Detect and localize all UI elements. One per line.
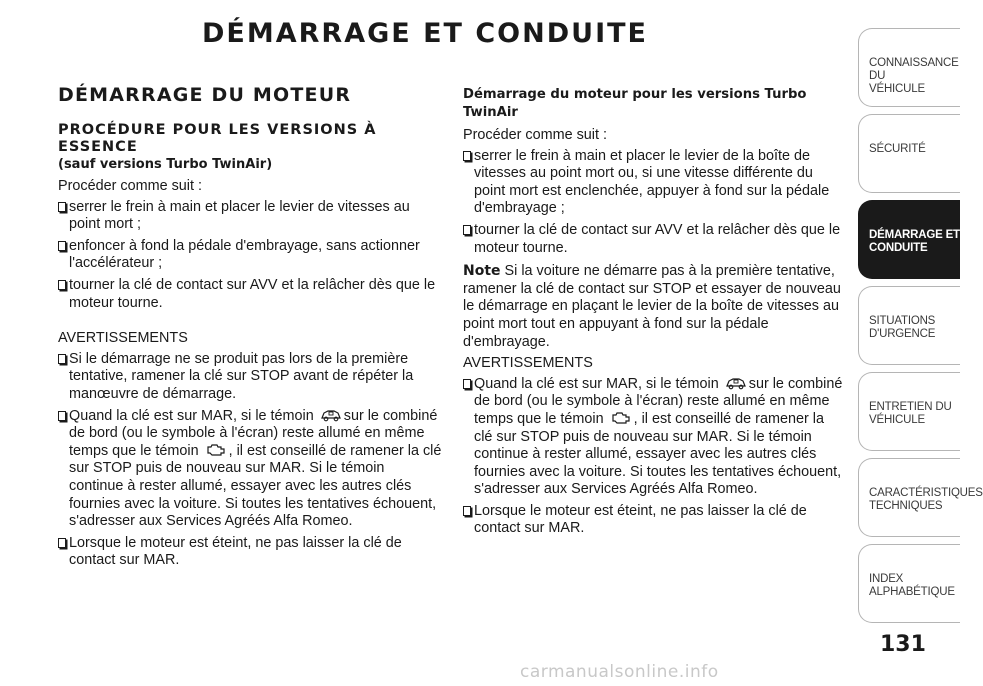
tab-securite[interactable]: SÉCURITÉ [858, 114, 960, 193]
checkbox-bullet-icon [58, 538, 66, 548]
warnings-list [463, 376, 843, 538]
list-item: enfoncer à fond la pédale d'embrayage, sans actionner l'accélérateur ; [58, 238, 442, 273]
note-paragraph: Note Si la voiture ne démarre pas à la première tentative, ramener la clé de contact sur STOP et essayer de nouveau le démarrage en plaçant le levier de la boîte de vitesses au point mort tout en appuyant à fond sur la pédale d'embrayage. [463, 263, 841, 350]
tab-index-alphabetique[interactable]: INDEX ALPHABÉTIQUE [858, 544, 960, 623]
car-lock-warning-icon [320, 408, 342, 422]
right-column [463, 86, 843, 542]
intro-text: Procéder comme suit : [463, 127, 607, 143]
steps-list [58, 199, 442, 313]
checkbox-bullet-icon [58, 354, 66, 364]
list-item: Lorsque le moteur est éteint, ne pas laisser la clé de contact sur MAR. [463, 503, 843, 538]
checkbox-bullet-icon [58, 280, 66, 290]
list-item: Quand la clé est sur MAR, si le témoin sur le combiné de bord (ou le symbole à l'écran) reste allumé en même temps que le témoin , il est conseillé de ramener la clé sur STOP puis de nouveau sur MAR. Si le témoin continue à rester allumé, essayer avec les autres clés fournies avec la voiture. Si toutes les tentatives échouent, s'adresser aux Services Agréés Alfa Romeo. [58, 408, 442, 531]
intro-text: Procéder comme suit : [58, 178, 202, 194]
checkbox-bullet-icon [463, 225, 471, 235]
engine-check-icon [610, 411, 632, 425]
warnings-list [58, 351, 442, 570]
watermark: carmanualsonline.info [520, 662, 719, 682]
list-item: Si le démarrage ne se produit pas lors de la première tentative, ramener la clé sur STOP avant de répéter la manœuvre de démarrage. [58, 351, 442, 404]
steps-list [463, 148, 843, 258]
checkbox-bullet-icon [58, 411, 66, 421]
list-item: tourner la clé de contact sur AVV et la relâcher dès que le moteur tourne. [58, 277, 442, 312]
list-item: serrer le frein à main et placer le levier de la boîte de vitesses au point mort ou, si une vitesse différente du point mort est enclenchée, appuyer à fond sur la pédale d'embrayage ; [463, 148, 843, 218]
checkbox-bullet-icon [463, 506, 471, 516]
list-item: serrer le frein à main et placer le levier de vitesses au point mort ; [58, 199, 442, 234]
list-item: tourner la clé de contact sur AVV et la relâcher dès que le moteur tourne. [463, 222, 843, 257]
car-lock-warning-icon [725, 376, 747, 390]
section-title: DÉMARRAGE DU MOTEUR [58, 84, 352, 106]
checkbox-bullet-icon [463, 379, 471, 389]
left-column [58, 82, 442, 574]
checkbox-bullet-icon [58, 241, 66, 251]
tab-caracteristiques-techniques[interactable]: CARACTÉRISTIQUES TECHNIQUES [858, 458, 960, 537]
tab-demarrage-et-conduite[interactable]: DÉMARRAGE ET CONDUITE [858, 200, 960, 279]
procedure-heading: PROCÉDURE POUR LES VERSIONS À ESSENCE [58, 122, 377, 155]
page-title: DÉMARRAGE ET CONDUITE [202, 18, 648, 49]
warnings-title: AVERTISSEMENTS [463, 355, 593, 372]
procedure-heading-note: (sauf versions Turbo TwinAir) [58, 157, 273, 172]
list-item: Quand la clé est sur MAR, si le témoin sur le combiné de bord (ou le symbole à l'écran) reste allumé en même temps que le témoin , il est conseillé de ramener la clé sur STOP puis de nouveau sur MAR. Si le témoin continue à rester allumé, essayer avec les autres clés fournies avec la voiture. Si toutes les tentatives échouent, s'adresser aux Services Agréés Alfa Romeo. [463, 376, 843, 499]
page-number: 131 [880, 632, 926, 657]
checkbox-bullet-icon [58, 202, 66, 212]
tab-connaissance-du-vehicule[interactable]: CONNAISSANCE DU VÉHICULE [858, 28, 960, 107]
checkbox-bullet-icon [463, 151, 471, 161]
note-label: Note [463, 263, 501, 280]
list-item: Lorsque le moteur est éteint, ne pas laisser la clé de contact sur MAR. [58, 535, 442, 570]
tab-entretien-du-vehicule[interactable]: ENTRETIEN DU VÉHICULE [858, 372, 960, 451]
twinair-heading: Démarrage du moteur pour les versions Turbo TwinAir [463, 87, 807, 120]
tab-situations-durgence[interactable]: SITUATIONS D'URGENCE [858, 286, 960, 365]
chapter-tabs [858, 28, 983, 630]
engine-check-icon [205, 443, 227, 457]
warnings-title: AVERTISSEMENTS [58, 330, 188, 347]
